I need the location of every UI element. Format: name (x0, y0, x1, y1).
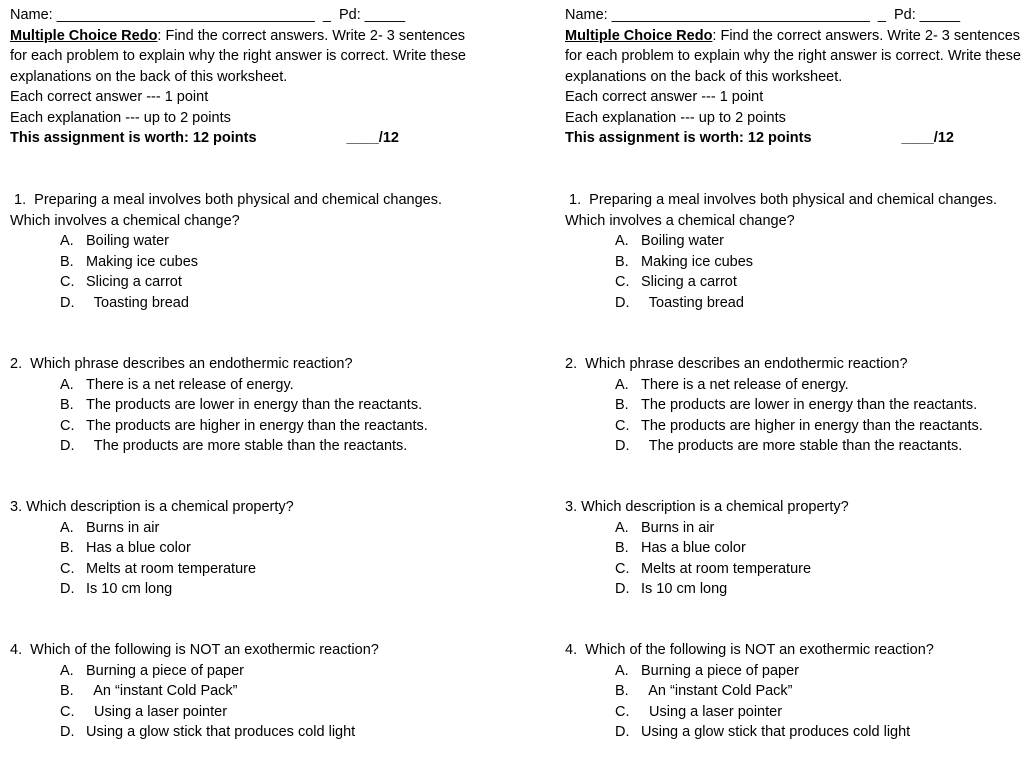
choice-letter: D. (60, 581, 75, 597)
question-3 (565, 497, 1024, 600)
correct-answer-points: Each correct answer --- 1 point (10, 89, 209, 105)
score-blank: ____/12 (346, 130, 399, 146)
choice-letter: A. (615, 662, 629, 679)
choice-c (565, 559, 1024, 580)
choice-text: Has a blue color (86, 540, 191, 556)
question-1 (10, 190, 530, 313)
choice-text: There is a net release of energy. (86, 376, 294, 393)
question-text: 3. Which description is a chemical property? (565, 499, 849, 515)
choice-text: The products are higher in energy than the reactants. (641, 417, 983, 434)
choice-d (10, 293, 530, 314)
question-2 (10, 354, 530, 457)
choice-c (565, 702, 1024, 723)
name-line: Name: ________________________________ _ Pd: _____ (10, 7, 406, 23)
instructions-text: : Find the correct answers. Write 2- 3 sentences for each problem to explain why the right answer is correct. Write these explanations on the back of this worksheet. (10, 27, 466, 85)
choice-d (565, 293, 1024, 314)
choice-letter: B. (615, 397, 629, 413)
choice-text: The products are lower in energy than the reactants. (641, 397, 978, 413)
choice-text: Melts at room temperature (86, 560, 257, 577)
answer-choices (10, 661, 530, 743)
choice-letter: B. (60, 540, 74, 556)
choice-text: The products are more stable than the reactants. (86, 438, 408, 454)
choice-text: Burning a piece of paper (641, 662, 799, 679)
choice-b (10, 252, 530, 273)
assignment-worth: This assignment is worth: 12 points (565, 130, 812, 146)
name-line: Name: ________________________________ _ Pd: _____ (565, 7, 961, 23)
choice-text: Using a glow stick that produces cold light (641, 724, 911, 740)
choice-letter: B. (60, 683, 74, 699)
choice-letter: D. (60, 438, 75, 454)
question-text: 1. Preparing a meal involves both physical and chemical changes. (10, 192, 443, 208)
question-text: 2. Which phrase describes an endothermic reaction? (565, 356, 908, 372)
choice-text: Melts at room temperature (641, 560, 812, 577)
question-text: 1. Preparing a meal involves both physical and chemical changes. (565, 192, 998, 208)
choice-b (565, 395, 1024, 416)
answer-choices (565, 661, 1024, 743)
choice-letter: B. (615, 253, 629, 270)
choice-b (565, 538, 1024, 559)
assignment-worth-row (10, 128, 522, 149)
choice-text: The products are lower in energy than the reactants. (86, 397, 423, 413)
question-text: 4. Which of the following is NOT an exothermic reaction? (10, 642, 379, 658)
choice-a (565, 518, 1024, 539)
choice-letter: B. (615, 540, 629, 556)
question-text-continued: Which involves a chemical change? (10, 212, 240, 229)
answer-choices (10, 518, 530, 600)
choice-text: The products are higher in energy than the reactants. (86, 417, 428, 434)
choice-c (565, 272, 1024, 293)
choice-d (10, 436, 530, 457)
worksheet-left (10, 5, 522, 740)
choice-text: Boiling water (86, 233, 170, 249)
question-4 (10, 640, 530, 743)
choice-letter: B. (60, 253, 74, 270)
instructions-text: : Find the correct answers. Write 2- 3 sentences for each problem to explain why the right answer is correct. Write these explanations on the back of this worksheet. (565, 27, 1021, 85)
answer-choices (565, 518, 1024, 600)
choice-letter: C. (615, 417, 630, 434)
instructions (565, 26, 1024, 88)
choice-a (10, 661, 530, 682)
question-text: 2. Which phrase describes an endothermic reaction? (10, 356, 353, 372)
choice-c (10, 272, 530, 293)
choice-letter: C. (615, 703, 630, 720)
choice-letter: B. (615, 683, 629, 699)
choice-text: Making ice cubes (641, 253, 754, 270)
worksheet-title: Multiple Choice Redo (10, 27, 158, 44)
choice-letter: D. (60, 294, 75, 311)
explanation-points: Each explanation --- up to 2 points (565, 109, 786, 126)
choice-c (565, 416, 1024, 437)
question-4 (565, 640, 1024, 743)
choice-text: Slicing a carrot (641, 274, 737, 290)
choice-letter: C. (60, 560, 75, 577)
question-text: 4. Which of the following is NOT an exothermic reaction? (565, 642, 934, 658)
choice-text: Is 10 cm long (86, 581, 173, 597)
choice-text: The products are more stable than the reactants. (641, 438, 963, 454)
choice-letter: C. (60, 274, 75, 290)
choice-a (565, 231, 1024, 252)
choice-text: There is a net release of energy. (641, 376, 849, 393)
choice-letter: C. (60, 703, 75, 720)
choice-letter: D. (60, 724, 75, 740)
correct-answer-points: Each correct answer --- 1 point (565, 89, 764, 105)
choice-letter: D. (615, 724, 630, 740)
choice-a (10, 231, 530, 252)
choice-letter: A. (60, 519, 74, 536)
choice-text: Burns in air (641, 519, 715, 536)
choice-text: Boiling water (641, 233, 725, 249)
choice-text: Has a blue color (641, 540, 746, 556)
choice-letter: A. (615, 376, 629, 393)
choice-text: Is 10 cm long (641, 581, 728, 597)
instructions (10, 26, 480, 88)
choice-a (565, 661, 1024, 682)
choice-text: Using a laser pointer (86, 703, 228, 720)
choice-text: An “instant Cold Pack” (641, 683, 793, 699)
choice-letter: D. (615, 438, 630, 454)
explanation-points: Each explanation --- up to 2 points (10, 109, 231, 126)
choice-b (10, 395, 530, 416)
answer-choices (565, 231, 1024, 313)
choice-c (10, 559, 530, 580)
question-text: 3. Which description is a chemical property? (10, 499, 294, 515)
choice-b (10, 538, 530, 559)
choice-letter: D. (615, 294, 630, 311)
choice-d (565, 579, 1024, 600)
choice-b (565, 252, 1024, 273)
choice-text: Making ice cubes (86, 253, 199, 270)
score-blank: ____/12 (901, 130, 954, 146)
question-2 (565, 354, 1024, 457)
answer-choices (10, 375, 530, 457)
choice-d (10, 722, 530, 743)
choice-c (10, 416, 530, 437)
answer-choices (10, 231, 530, 313)
choice-text: Burns in air (86, 519, 160, 536)
choice-letter: A. (615, 519, 629, 536)
choice-letter: A. (60, 233, 74, 249)
worksheet-title: Multiple Choice Redo (565, 27, 713, 44)
choice-a (10, 375, 530, 396)
choice-letter: A. (615, 233, 629, 249)
assignment-worth: This assignment is worth: 12 points (10, 130, 257, 146)
choice-b (10, 681, 530, 702)
worksheet-header (10, 5, 522, 149)
choice-d (10, 579, 530, 600)
choice-letter: C. (60, 417, 75, 434)
choice-d (565, 722, 1024, 743)
choice-text: Toasting bread (641, 294, 744, 311)
answer-choices (565, 375, 1024, 457)
choice-b (565, 681, 1024, 702)
choice-text: Using a laser pointer (641, 703, 783, 720)
question-text-continued: Which involves a chemical change? (565, 212, 795, 229)
choice-letter: C. (615, 274, 630, 290)
choice-a (565, 375, 1024, 396)
choice-d (565, 436, 1024, 457)
question-3 (10, 497, 530, 600)
assignment-worth-row (565, 128, 1024, 149)
choice-letter: A. (60, 662, 74, 679)
question-1 (565, 190, 1024, 313)
choice-a (10, 518, 530, 539)
worksheet-header (565, 5, 1024, 149)
choice-c (10, 702, 530, 723)
choice-letter: A. (60, 376, 74, 393)
choice-text: Toasting bread (86, 294, 189, 311)
choice-text: An “instant Cold Pack” (86, 683, 238, 699)
choice-letter: D. (615, 581, 630, 597)
choice-letter: C. (615, 560, 630, 577)
worksheet-right (565, 5, 1024, 740)
choice-text: Slicing a carrot (86, 274, 182, 290)
choice-letter: B. (60, 397, 74, 413)
choice-text: Using a glow stick that produces cold light (86, 724, 356, 740)
choice-text: Burning a piece of paper (86, 662, 244, 679)
